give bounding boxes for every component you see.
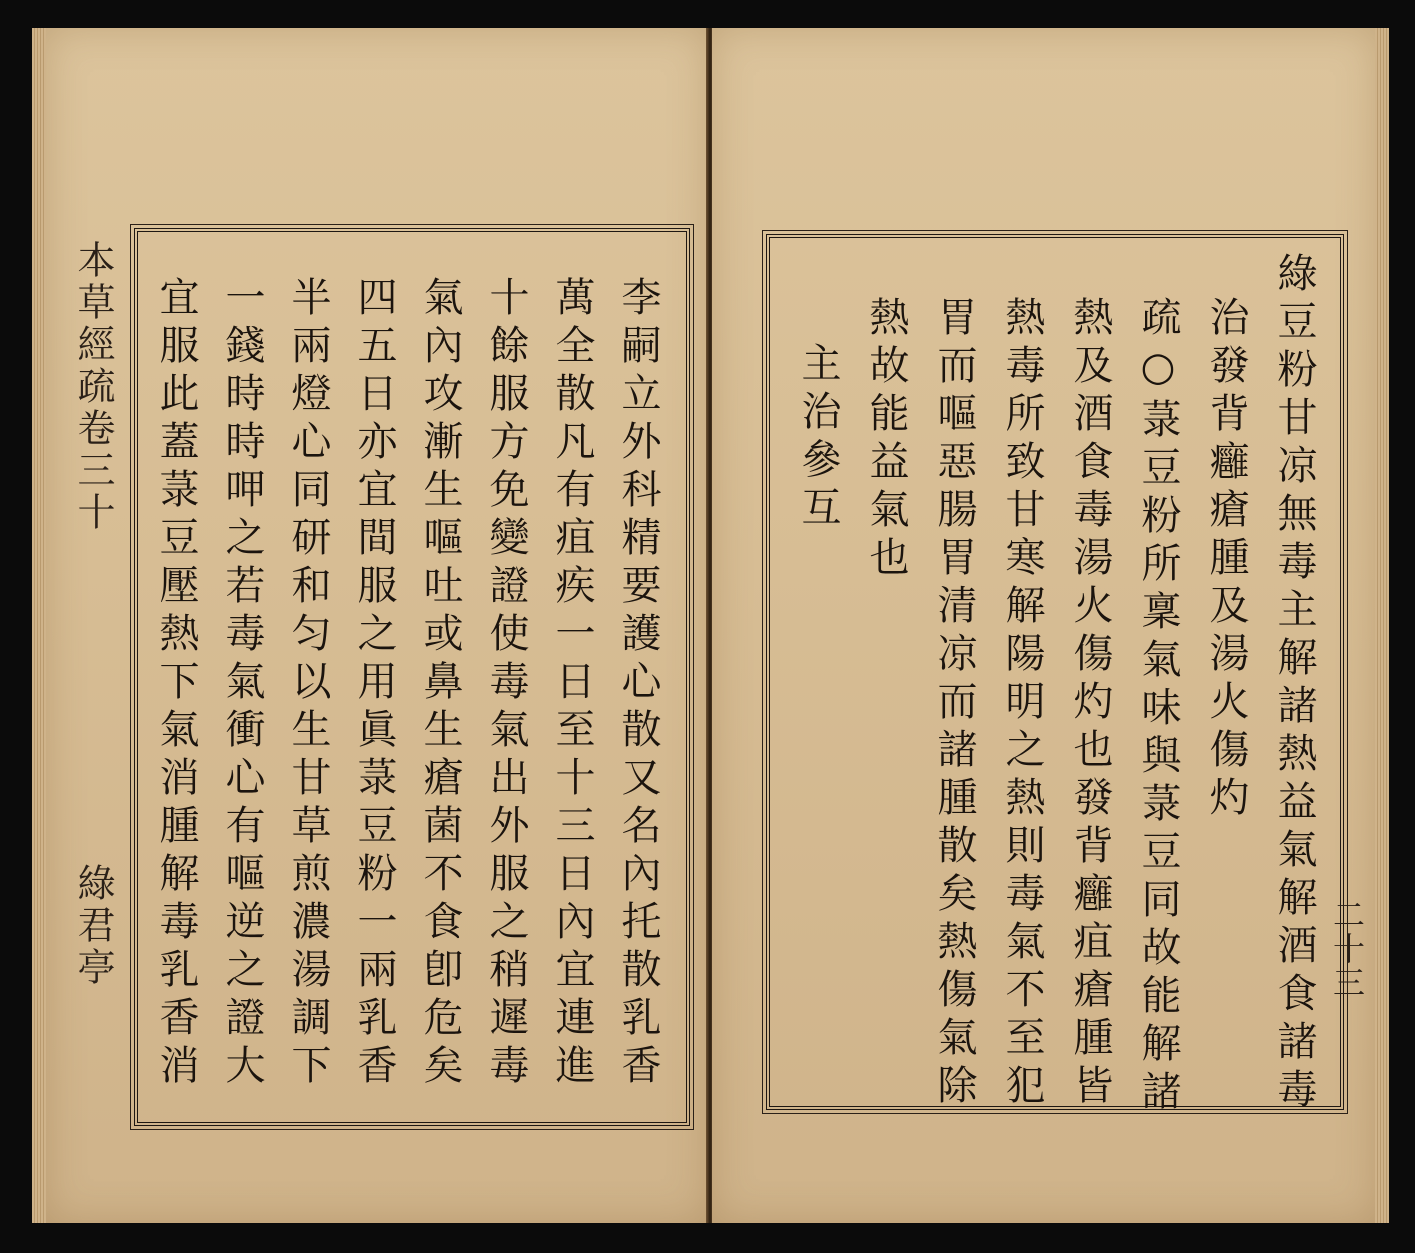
text-column: 熱故能益氣也 (863, 296, 909, 584)
text-column: 氣內攻漸生嘔吐或鼻生瘡菌不食卽危矣 (417, 276, 463, 1092)
text-column: 萬全散凡有疽疾一日至十三日內宜連進 (549, 276, 595, 1092)
text-column: 主治參互 (795, 342, 841, 534)
text-column: 胃而嘔惡腸胃清凉而諸腫散矣熱傷氣除 (931, 296, 977, 1112)
text-column: 一錢時時呷之若毒氣衝心有嘔逆之證大 (219, 276, 265, 1092)
text-column: 四五日亦宜間服之用眞菉豆粉一兩乳香 (351, 276, 397, 1092)
text-column: 李嗣立外科精要護心散又名內托散乳香 (615, 276, 661, 1092)
left-page (46, 28, 710, 1223)
left-text-frame (134, 228, 690, 1126)
open-book (30, 28, 1385, 1223)
text-column: 治發背癰瘡腫及湯火傷灼 (1203, 296, 1249, 824)
text-column: 綠豆粉甘凉無毒主解諸熱益氣解酒食諸毒 (1271, 252, 1317, 1116)
text-column: 疏○菉豆粉所稟氣味與菉豆同故能解諸 (1135, 296, 1181, 1118)
right-page (712, 28, 1377, 1223)
text-column: 宜服此蓋菉豆壓熱下氣消腫解毒乳香消 (153, 276, 199, 1092)
margin-publisher: 綠君亭 (71, 863, 115, 989)
text-column: 熱及酒食毒湯火傷灼也發背癰疽瘡腫皆 (1067, 296, 1113, 1112)
margin-book-title: 本草經疏卷三十 (71, 240, 115, 534)
text-column: 熱毒所致甘寒解陽明之熱則毒氣不至犯 (999, 296, 1045, 1112)
text-column: 半兩燈心同研和匀以生甘草煎濃湯調下 (285, 276, 331, 1092)
text-column: 十餘服方免變證使毒氣出外服之稍遲毒 (483, 276, 529, 1092)
right-text-frame (766, 234, 1344, 1118)
page-number: 二十三 (1328, 898, 1366, 1000)
